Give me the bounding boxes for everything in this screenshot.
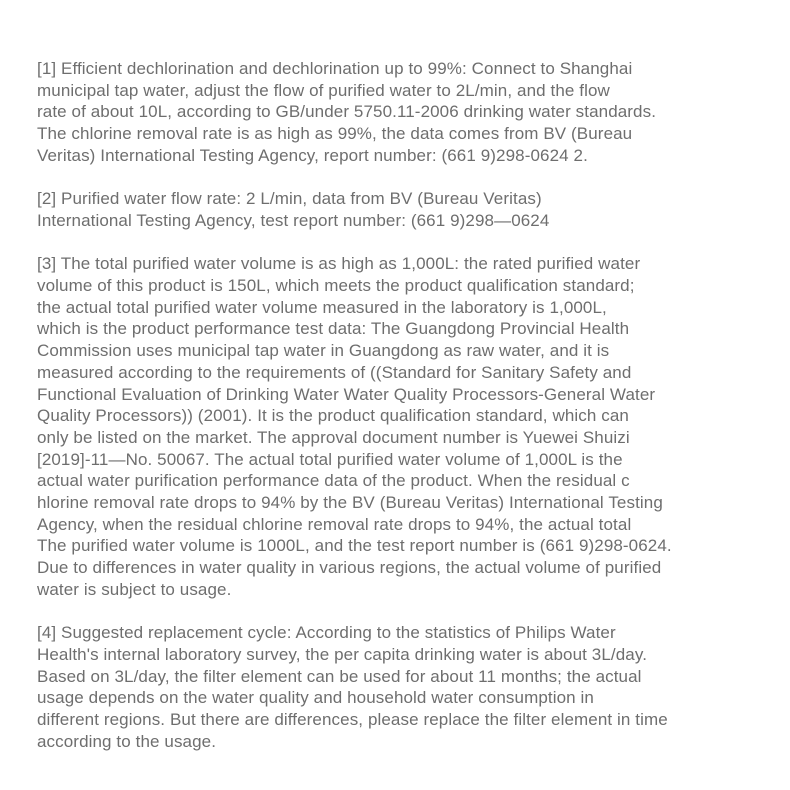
footnote-3-line-13: Agency, when the residual chlorine removal rate drops to 94%, the actual total — [37, 514, 632, 534]
footnote-4-line-1: [4] Suggested replacement cycle: According to the statistics of Philips Water — [37, 623, 616, 643]
footnote-4-line-3: Based on 3L/day, the filter element can be used for about 11 months; the actual — [37, 666, 642, 686]
footnote-3-line-8: Quality Processors)) (2001). It is the product qualification standard, which can — [37, 406, 629, 426]
footnote-3-line-1: [3] The total purified water volume is as high as 1,000L: the rated purified water — [37, 254, 641, 274]
footnote-3-line-12: hlorine removal rate drops to 94% by the BV (Bureau Veritas) International Testing — [37, 493, 663, 513]
footnote-3-line-3: the actual total purified water volume measured in the laboratory is 1,000L, — [37, 297, 607, 317]
footnote-1 — [37, 58, 760, 167]
footnote-4-line-6: according to the usage. — [37, 731, 217, 751]
footnote-1-line-3: rate of about 10L, according to GB/under 5750.11-2006 drinking water standards. — [37, 102, 657, 122]
footnote-4 — [37, 622, 760, 752]
footnote-1-line-5: Veritas) International Testing Agency, report number: (661 9)298-0624 2. — [37, 145, 588, 165]
footnote-2 — [37, 188, 760, 231]
footnote-3-line-2: volume of this product is 150L, which meets the product qualification standard; — [37, 276, 635, 295]
footnote-3-line-10: [2019]-11—No. 50067. The actual total purified water volume of 1,000L is the — [37, 449, 623, 469]
footnote-3-line-11: actual water purification performance data of the product. When the residual c — [37, 471, 630, 491]
footnote-4-line-4: usage depends on the water quality and household water consumption in — [37, 688, 594, 708]
footnote-4-line-5: different regions. But there are differences, please replace the filter element in time — [37, 710, 668, 730]
footnote-3-line-15: Due to differences in water quality in various regions, the actual volume of purified — [37, 558, 662, 578]
footnote-3-line-16: water is subject to usage. — [37, 579, 232, 599]
footnote-1-line-2: municipal tap water, adjust the flow of purified water to 2L/min, and the flow — [37, 80, 610, 100]
footnote-3-line-4: which is the product performance test data: The Guangdong Provincial Health — [37, 319, 630, 339]
footnote-3-line-5: Commission uses municipal tap water in Guangdong as raw water, and it is — [37, 341, 610, 361]
footnote-4-line-2: Health's internal laboratory survey, the per capita drinking water is about 3L/day. — [37, 644, 648, 664]
footnote-3-line-9: only be listed on the market. The approval document number is Yuewei Shuizi — [37, 427, 630, 447]
footnote-2-line-2: International Testing Agency, test report number: (661 9)298—0624 — [37, 210, 550, 230]
footnote-2-line-1: [2] Purified water flow rate: 2 L/min, data from BV (Bureau Veritas) — [37, 189, 542, 209]
footnote-3-line-7: Functional Evaluation of Drinking Water Water Quality Processors-General Water — [37, 384, 656, 404]
footnote-1-line-1: [1] Efficient dechlorination and dechlorination up to 99%: Connect to Shanghai — [37, 59, 633, 78]
footnote-3-line-6: measured according to the requirements of ((Standard for Sanitary Safety and — [37, 362, 632, 382]
footnote-3 — [37, 253, 760, 600]
footnote-1-line-4: The chlorine removal rate is as high as 99%, the data comes from BV (Bureau — [37, 124, 633, 144]
footnote-3-line-14: The purified water volume is 1000L, and the test report number is (661 9)298-0624. — [37, 536, 672, 556]
